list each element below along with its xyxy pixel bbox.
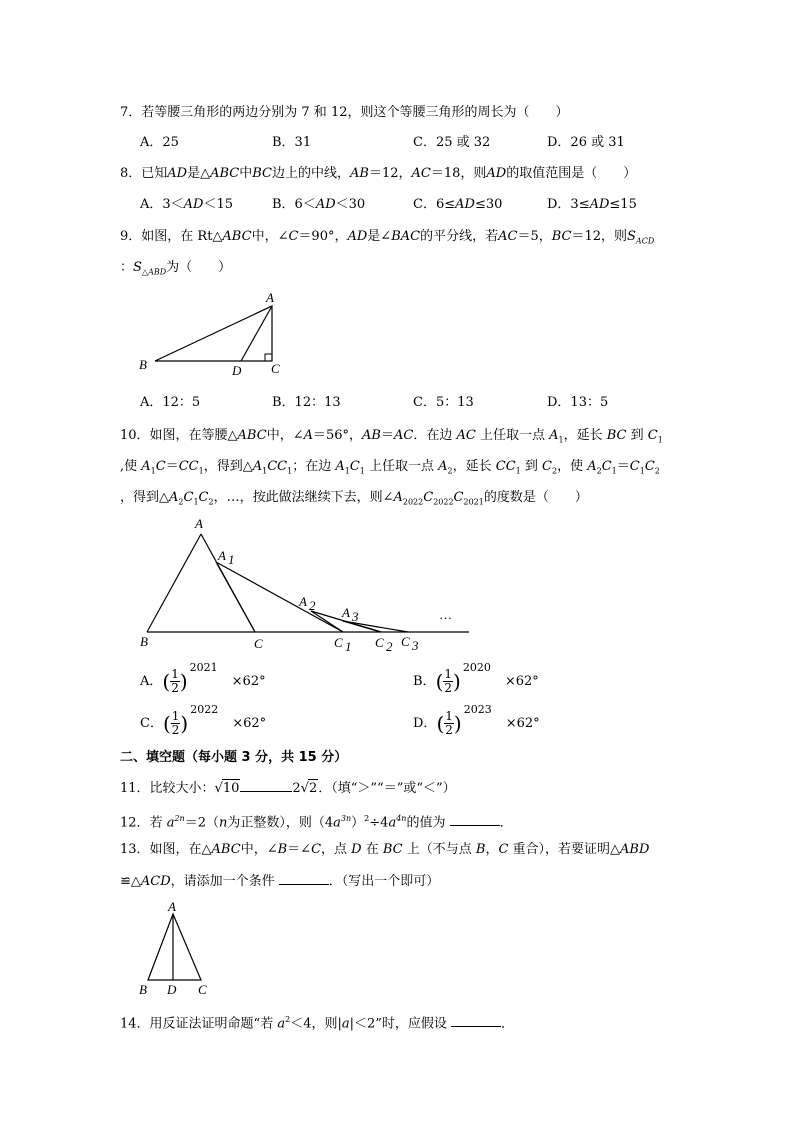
q12-stem: 12．若 $a^{2n}=2(n$为正整数），则$(4a^{3n})^2\div 4a^{4n}$的值为 ． [120,814,513,831]
q13-label-a: A [168,899,176,914]
q10-label-c3-sub: 3 [412,638,419,653]
q10-label-a3-sub: 3 [352,609,359,624]
q9-stem-line1: 9．如图，在 Rt△ABC中，∠C＝90°，AD是∠BAC的平分线，若AC＝5，BC＝12，则$S_{ACD}$ [120,229,655,246]
q10-label-a3: A [342,605,350,620]
q10-option-d: D．( $\frac{1}{2}$ )$^{2023}$×62° [413,703,540,737]
q10-stem-line3: ，得到$\triangle A_2C_1C_2$，…，按此做法继续下去，则$\angle A_{2022}C_{2022}C_{2021}$的度数是（ ） [120,490,588,507]
q10-label-a2-sub: 2 [309,598,316,613]
q10-option-b: B．( $\frac{1}{2}$ )$^{2020}$×62° [413,661,539,695]
q14-stem: 14．用反证法证明命题“若 $a^2<4$，则|a|＜2”时，应假设 ． [120,1015,515,1032]
q13-label-d: D [167,982,177,997]
q9-option-b: B．12：13 [272,395,341,410]
q13-stem-line1: 13．如图，在△ABC中，∠B＝∠C，点 D 在 BC 上（不与点 B，C 重合），若要证明△ABD [120,842,650,857]
q8-option-a: A．3＜AD＜15 [140,197,234,212]
q13-stem-line2: ≌△ACD，请添加一个条件 ．（写出一个即可） [120,874,440,889]
q10-option-c: C．( $\frac{1}{2}$ )$^{2022}$×62° [140,703,267,737]
q8-option-c: C．6≤AD≤30 [413,197,503,212]
q13-label-c: C [198,982,207,997]
q10-stem-line2: ,使 $A_1C=CC_1$，得到$\triangle A_1CC_1$；在边 $A_1C_1$ 上任取一点 $A_2$，延长 $CC_1$ 到 $C_2$，使 $A_2C_1=C_1C_2$ [120,459,660,476]
q7-option-b: B．31 [272,135,312,150]
q9-option-c: C．5：13 [413,395,474,410]
q7-stem: 7．若等腰三角形的两边分别为 7 和 12，则这个等腰三角形的周长为（ ） [120,105,569,120]
q8-option-b: B．6＜AD＜30 [272,197,366,212]
q8-stem: 8．已知AD是△ABC中BC边上的中线，AB＝12，AC＝18，则AD的取值范围是（ ） [120,166,637,181]
q9-label-c: C [271,361,280,376]
q9-option-a: A．12：5 [140,395,201,410]
q11-stem: 11．比较大小：√10 2√2．（填“＞”“＝”或“＜”） [120,781,456,796]
q10-label-a1-sub: 1 [228,552,235,567]
q10-label-c1-sub: 1 [345,639,352,654]
q10-stem-line1: 10．如图，在等腰△ABC中，∠A＝56°，AB＝AC．在边 AC 上任取一点 $A_1$，延长 BC 到 $C_1$ [120,428,663,445]
q14-answer-blank[interactable] [451,1014,501,1027]
q10-option-a: A．( $\frac{1}{2}$ )$^{2021}$×62° [140,661,266,695]
q9-stem-line2: ：$S_{\triangle ABD}$为（ ） [120,260,232,277]
q10-label-c2: C [375,635,384,650]
q8-option-d: D．3≤AD≤15 [547,197,637,212]
q10-label-c: C [254,636,263,651]
q7-option-d: D．26 或 31 [547,135,625,150]
q10-label-a1: A [218,548,226,563]
q10-label-c2-sub: 2 [386,639,393,654]
q10-label-b: B [140,634,148,649]
q10-label-a2: A [299,594,307,609]
q9-label-a: A [266,290,274,305]
q10-label-ellipsis: … [440,607,452,622]
q9-label-b: B [139,357,147,372]
q7-option-c: C．25 或 32 [413,135,491,150]
q7-option-a: A．25 [140,135,179,150]
q10-label-a: A [195,516,203,531]
q10-label-c3: C [401,634,410,649]
q9-label-d: D [232,363,242,378]
q10-label-c1: C [334,635,343,650]
q13-label-b: B [139,982,147,997]
q9-option-d: D．13：5 [547,395,609,410]
section-2-heading: 二、填空题（每小题 3 分，共 15 分） [120,750,348,765]
